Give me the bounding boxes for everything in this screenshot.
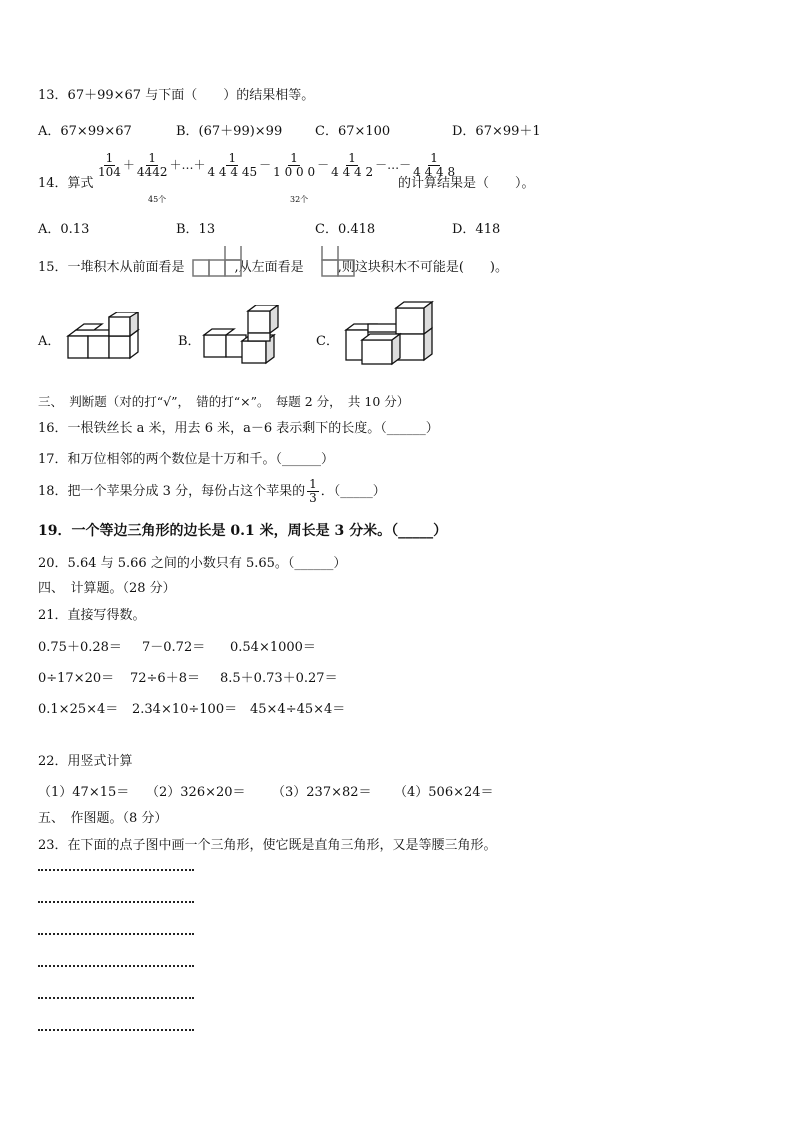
q18-fraction: $\frac{1}{3}$ xyxy=(309,477,317,505)
q13-option-c[interactable]: C．67×100 xyxy=(315,124,391,139)
q13-stem: 13．67＋99×67 与下面（ ）的结果相等。 xyxy=(38,88,315,103)
q21-stem: 21．直接写得数。 xyxy=(38,608,146,623)
q21-r1c3: 0.54×1000＝ xyxy=(230,640,316,655)
q21-r3c3: 45×4÷45×4＝ xyxy=(250,702,346,717)
q15-stem-a: 15．一堆积木从前面看是 xyxy=(38,260,185,275)
q15-stem xyxy=(38,256,508,275)
q18-text: 18．把一个苹果分成 3 分，每份占这个苹果的 xyxy=(38,484,306,499)
q15-option-a-figure[interactable] xyxy=(62,312,142,366)
q15-stem-c: ,则这块积木不可能是( )。 xyxy=(337,260,508,275)
q22-stem: 22．用竖式计算 xyxy=(38,754,133,769)
q16: 16．一根铁丝长 a 米，用去 6 米，a－6 表示剩下的长度。（______） xyxy=(38,421,439,436)
dot-grid-row[interactable] xyxy=(38,965,194,968)
q15-option-b-label[interactable]: B． xyxy=(178,334,201,349)
q21-r2c1: 0÷17×20＝ xyxy=(38,671,115,686)
q15-option-a-label[interactable]: A． xyxy=(38,334,61,349)
section5-heading: 五、 作图题。（8 分） xyxy=(38,811,168,826)
q15-left-view-figure xyxy=(321,246,355,278)
dot-grid-row[interactable] xyxy=(38,933,194,936)
q14-note-32: 32个 xyxy=(290,195,309,204)
q14-option-c[interactable]: C．0.418 xyxy=(315,222,376,237)
q15-stem-b: ,从左面看是 xyxy=(234,260,304,275)
q20: 20．5.64 与 5.66 之间的小数只有 5.65。（______） xyxy=(38,556,347,571)
section3-heading: 三、 判断题（对的打“√”， 错的打“×”。 每题 2 分， 共 10 分） xyxy=(38,394,410,409)
q23: 23．在下面的点子图中画一个三角形，使它既是直角三角形，又是等腰三角形。 xyxy=(38,838,497,853)
dot-grid-row[interactable] xyxy=(38,869,194,872)
q18 xyxy=(38,478,386,505)
q17: 17．和万位相邻的两个数位是十万和千。（______） xyxy=(38,452,335,467)
q15-front-view-figure xyxy=(192,246,244,278)
q21-r2c2: 72÷6＋8＝ xyxy=(130,671,200,686)
q14-stem xyxy=(38,152,758,202)
q14-option-a[interactable]: A．0.13 xyxy=(38,222,90,237)
q15-option-c-label[interactable]: C． xyxy=(316,334,339,349)
q14-options xyxy=(38,218,758,238)
q13-option-d[interactable]: D．67×99＋1 xyxy=(452,124,541,139)
q21-r2c3: 8.5＋0.73＋0.27＝ xyxy=(220,671,338,686)
q13-option-a[interactable]: A．67×99×67 xyxy=(38,124,132,139)
q22-item-2: （2）326×20＝ xyxy=(146,785,246,800)
dot-grid-row[interactable] xyxy=(38,997,194,1000)
q14-suffix: 的计算结果是（ ）。 xyxy=(398,176,535,191)
q21-r3c1: 0.1×25×4＝ xyxy=(38,702,119,717)
q18-blank: ．（_____） xyxy=(320,484,386,499)
dot-grid-row[interactable] xyxy=(38,1029,194,1032)
q15-option-b-figure[interactable] xyxy=(202,305,282,365)
dot-grid-row[interactable] xyxy=(38,901,194,904)
q19: 19．一个等边三角形的边长是 0.1 米，周长是 3 分米。（_____） xyxy=(38,523,448,539)
q21-r3c2: 2.34×10÷100＝ xyxy=(132,702,238,717)
q15-option-c-figure[interactable] xyxy=(344,300,434,366)
q14-prefix: 14．算式 xyxy=(38,176,94,191)
q21-r1c2: 7－0.72＝ xyxy=(142,640,206,655)
section4-heading: 四、 计算题。（28 分） xyxy=(38,581,176,596)
q14-expression: $\frac{1}{104}$ ＋ $\frac{1}{4442}$ ＋…＋ $\frac{1}{4 4 4 45}$ － $\frac{1}{1 0 0 0}$ － $\frac{1}{4 4 4 2}$ －…－ $\frac{1}{4 4 4 8}$ xyxy=(98,151,456,179)
q14-option-b[interactable]: B．13 xyxy=(176,222,216,237)
q13-option-b[interactable]: B．(67＋99)×99 xyxy=(176,124,283,139)
q14-option-d[interactable]: D．418 xyxy=(452,222,501,237)
q14-note-45: 45个 xyxy=(148,195,167,204)
q21-r1c1: 0.75＋0.28＝ xyxy=(38,640,122,655)
q22-item-1: （1）47×15＝ xyxy=(38,785,130,800)
q22-item-3: （3）237×82＝ xyxy=(272,785,372,800)
q22-item-4: （4）506×24＝ xyxy=(394,785,494,800)
q13-options xyxy=(38,120,758,140)
